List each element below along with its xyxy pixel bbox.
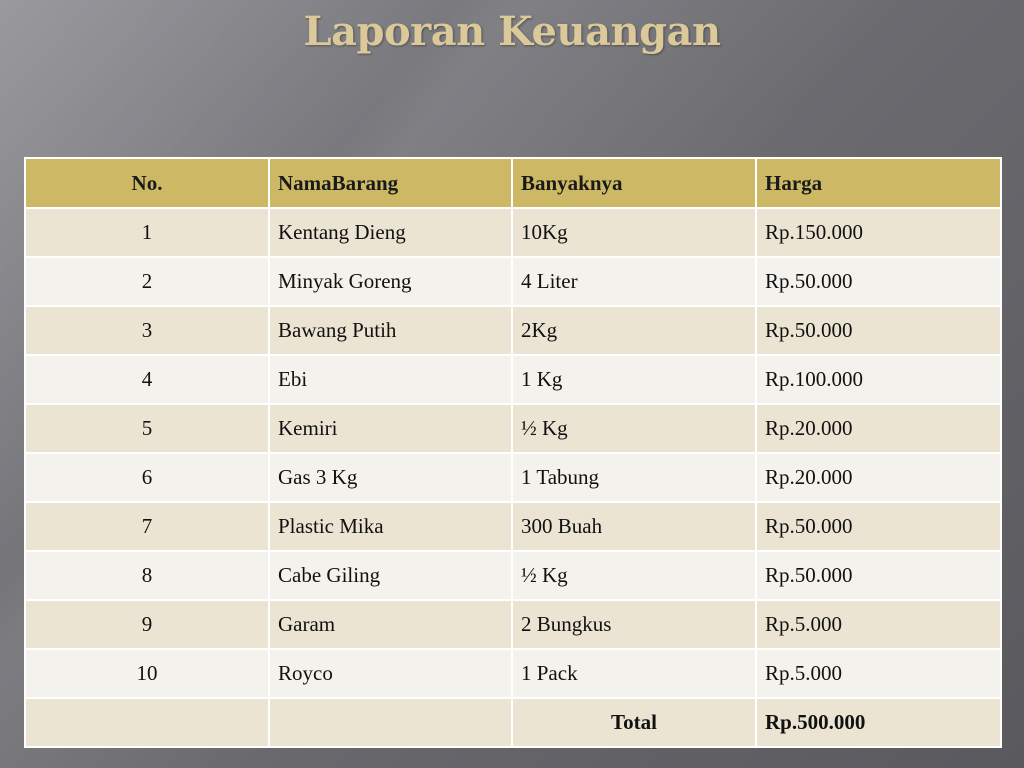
financial-report-table — [24, 157, 1002, 748]
table-row — [25, 453, 1001, 502]
cell-harga: Rp.150.000 — [756, 208, 1001, 257]
cell-no: 9 — [25, 600, 269, 649]
cell-harga: Rp.50.000 — [756, 306, 1001, 355]
cell-harga: Rp.20.000 — [756, 453, 1001, 502]
cell-no: 5 — [25, 404, 269, 453]
slide-title: Laporan Keuangan — [303, 8, 721, 55]
cell-harga: Rp.20.000 — [756, 404, 1001, 453]
table-row — [25, 355, 1001, 404]
cell-nama-barang: Gas 3 Kg — [269, 453, 512, 502]
cell-banyaknya: 2 Bungkus — [512, 600, 756, 649]
cell-banyaknya: 10Kg — [512, 208, 756, 257]
table-row — [25, 208, 1001, 257]
cell-nama-barang: Kentang Dieng — [269, 208, 512, 257]
cell-nama-barang: Royco — [269, 649, 512, 698]
cell-nama-barang: Plastic Mika — [269, 502, 512, 551]
cell-banyaknya: ½ Kg — [512, 404, 756, 453]
cell-empty — [269, 698, 512, 747]
cell-harga: Rp.50.000 — [756, 551, 1001, 600]
cell-banyaknya: 2Kg — [512, 306, 756, 355]
cell-banyaknya: 1 Kg — [512, 355, 756, 404]
cell-nama-barang: Garam — [269, 600, 512, 649]
table-row — [25, 600, 1001, 649]
cell-nama-barang: Bawang Putih — [269, 306, 512, 355]
cell-no: 1 — [25, 208, 269, 257]
table-row — [25, 649, 1001, 698]
cell-no: 10 — [25, 649, 269, 698]
cell-harga: Rp.50.000 — [756, 502, 1001, 551]
cell-nama-barang: Minyak Goreng — [269, 257, 512, 306]
table-header-row — [25, 158, 1001, 208]
header-harga: Harga — [756, 158, 1001, 208]
cell-nama-barang: Kemiri — [269, 404, 512, 453]
table-row — [25, 404, 1001, 453]
cell-harga: Rp.100.000 — [756, 355, 1001, 404]
header-banyaknya: Banyaknya — [512, 158, 756, 208]
cell-banyaknya: 4 Liter — [512, 257, 756, 306]
cell-no: 7 — [25, 502, 269, 551]
cell-nama-barang: Ebi — [269, 355, 512, 404]
cell-no: 4 — [25, 355, 269, 404]
cell-no: 8 — [25, 551, 269, 600]
table-row — [25, 551, 1001, 600]
header-no: No. — [25, 158, 269, 208]
cell-banyaknya: 1 Pack — [512, 649, 756, 698]
cell-no: 6 — [25, 453, 269, 502]
total-value: Rp.500.000 — [756, 698, 1001, 747]
cell-banyaknya: 300 Buah — [512, 502, 756, 551]
cell-empty — [25, 698, 269, 747]
cell-no: 2 — [25, 257, 269, 306]
cell-nama-barang: Cabe Giling — [269, 551, 512, 600]
cell-harga: Rp.5.000 — [756, 649, 1001, 698]
cell-harga: Rp.5.000 — [756, 600, 1001, 649]
header-nama-barang: NamaBarang — [269, 158, 512, 208]
table-row — [25, 502, 1001, 551]
table-row — [25, 306, 1001, 355]
table-row — [25, 257, 1001, 306]
table-total-row — [25, 698, 1001, 747]
financial-report-table-container — [24, 157, 1000, 745]
cell-banyaknya: ½ Kg — [512, 551, 756, 600]
cell-banyaknya: 1 Tabung — [512, 453, 756, 502]
cell-no: 3 — [25, 306, 269, 355]
total-label: Total — [512, 698, 756, 747]
cell-harga: Rp.50.000 — [756, 257, 1001, 306]
